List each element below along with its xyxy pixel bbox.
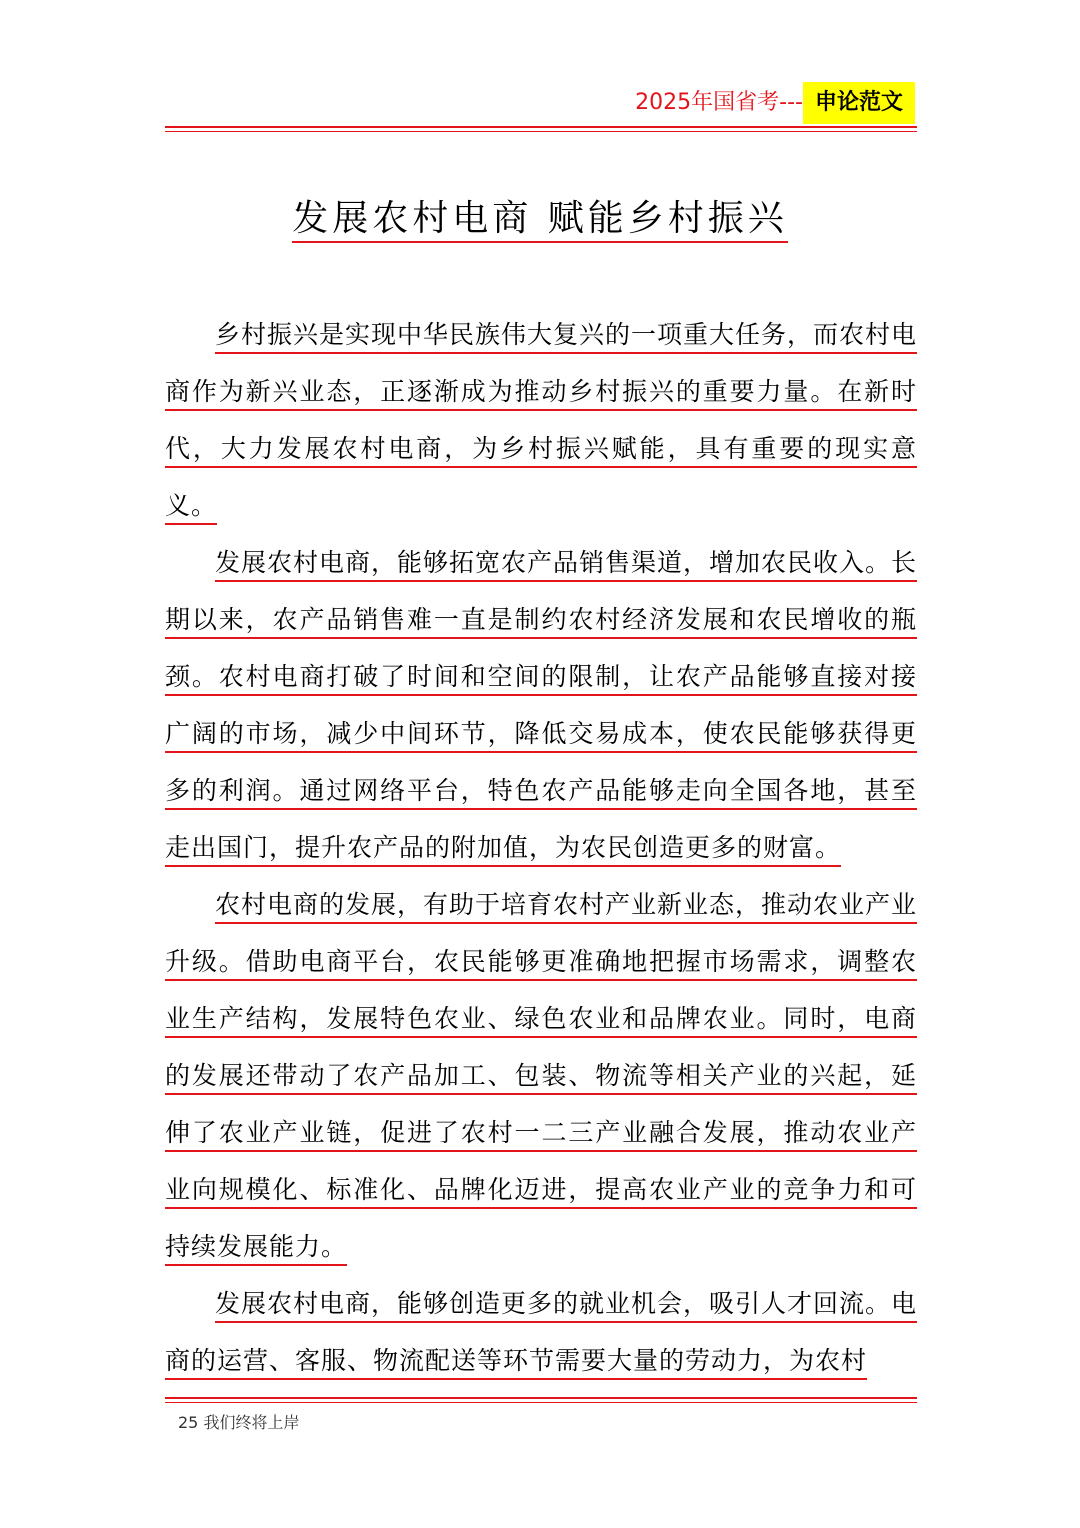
header-badge: 申论范文: [803, 82, 915, 124]
header-prefix: 2025年国省考---: [635, 90, 803, 115]
paragraph: [165, 534, 917, 876]
paragraph-text: 农村电商的发展，有助于培育农村产业新业态，推动农业产业升级。借助电商平台，农民能够更准确地把握市场需求，调整农业生产结构，发展特色农业、绿色农业和品牌农业。同时，电商的发展还带动了农产品加工、包装、物流等相关产业的兴起，延伸了农业产业链，促进了农村一二三产业融合发展，推动农业产业向规模化、标准化、品牌化迈进，提高农业产业的竞争力和可持续发展能力。: [165, 890, 917, 1266]
header-rule-thin: [165, 131, 917, 132]
paragraph-text: 发展农村电商，能够拓宽农产品销售渠道，增加农民收入。长期以来，农产品销售难一直是制约农村经济发展和农民增收的瓶颈。农村电商打破了时间和空间的限制，让农产品能够直接对接广阔的市场，减少中间环节，降低交易成本，使农民能够获得更多的利润。通过网络平台，特色农产品能够走向全国各地，甚至走出国门，提升农产品的附加值，为农民创造更多的财富。: [165, 548, 917, 867]
article-title-wrap: [0, 190, 1080, 241]
paragraph: [165, 876, 917, 1275]
article-title: 发展农村电商 赋能乡村振兴: [292, 198, 787, 243]
footer-rule-thin: [165, 1402, 917, 1403]
paragraph-text: 发展农村电商，能够创造更多的就业机会，吸引人才回流。电商的运营、客服、物流配送等环节需要大量的劳动力，为农村: [165, 1289, 917, 1380]
page-header: [635, 82, 915, 124]
paragraph-text: 乡村振兴是实现中华民族伟大复兴的一项重大任务，而农村电商作为新兴业态，正逐渐成为推动乡村振兴的重要力量。在新时代，大力发展农村电商，为乡村振兴赋能，具有重要的现实意义。: [165, 320, 917, 525]
header-rule: [165, 126, 917, 128]
article-body: [165, 306, 917, 1389]
footer-rule: [165, 1397, 917, 1399]
page-footer: 25 我们终将上岸: [178, 1413, 300, 1432]
paragraph: [165, 306, 917, 534]
paragraph: [165, 1275, 917, 1389]
